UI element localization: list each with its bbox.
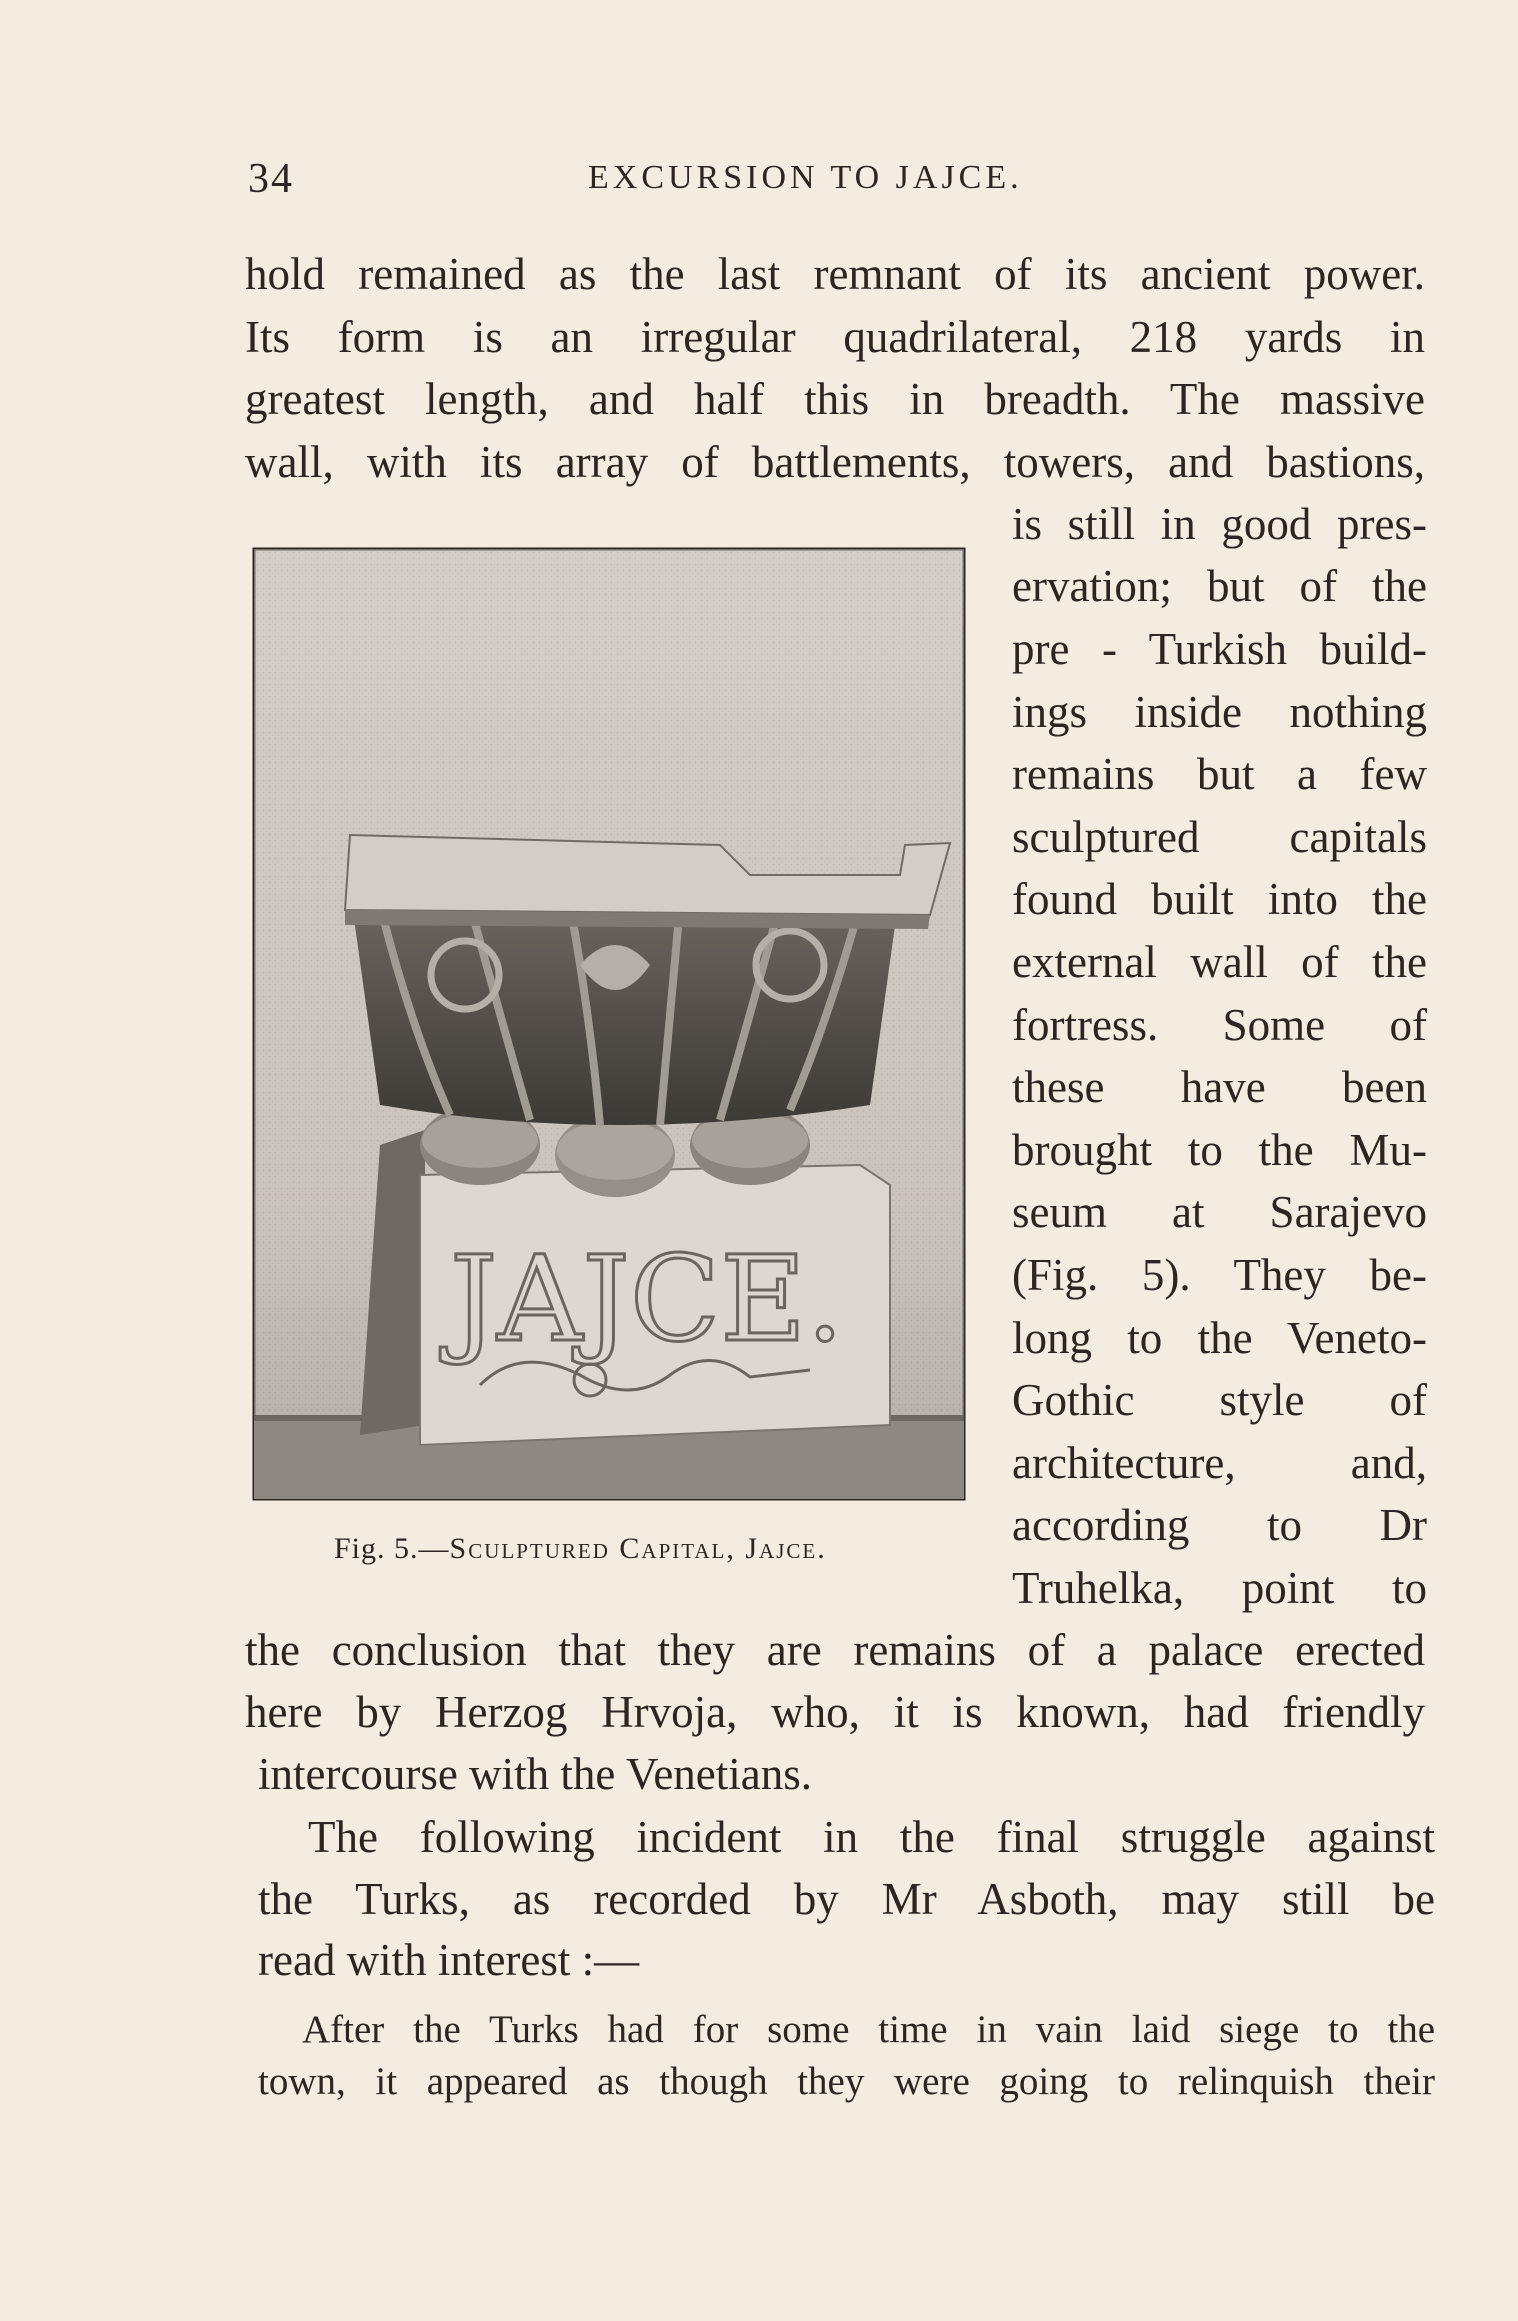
page-header [248,155,1428,205]
text-line: (Fig. 5). They be- [1012,1250,1427,1300]
text-line: hold remained as the last remnant of its ancient power. [245,249,1425,299]
paragraph-start-line: The following incident in the final struggle against [308,1812,1435,1862]
text-line: the Turks, as recorded by Mr Asboth, may still be [258,1874,1435,1924]
text-line: according to Dr [1012,1500,1427,1550]
text-line: Truhelka, point to [1012,1563,1427,1613]
figure-sculptured-capital [250,545,968,1505]
figure-caption [334,1532,827,1566]
text-line: brought to the Mu- [1012,1125,1427,1175]
text-line: ings inside nothing [1012,687,1427,737]
quote-line: town, it appeared as though they were going to relinquish their [258,2060,1435,2103]
text-line: is still in good pres- [1012,499,1427,549]
text-line: the conclusion that they are remains of a palace erected [245,1625,1425,1675]
caption-prefix: Fig. 5.— [334,1532,450,1565]
text-line: Its form is an irregular quadrilateral, 218 yards in [245,312,1425,362]
text-line: external wall of the [1012,937,1427,987]
text-line: wall, with its array of battlements, towers, and bastions, [245,437,1425,487]
text-line: architecture, and, [1012,1438,1427,1488]
page-number: 34 [248,156,294,202]
text-line: pre - Turkish build- [1012,624,1427,674]
text-line: intercourse with the Venetians. [258,1749,813,1799]
text-line: long to the Veneto- [1012,1313,1427,1363]
text-line: sculptured capitals [1012,812,1427,862]
running-head: EXCURSION TO JAJCE. [588,159,1023,196]
quote-line: After the Turks had for some time in vain laid siege to the [302,2008,1435,2051]
inscription-text: JAJCE. [450,1230,844,1368]
text-line: read with interest :— [258,1935,640,1985]
text-line: seum at Sarajevo [1012,1187,1427,1237]
text-line: greatest length, and half this in breadth. The massive [245,374,1425,424]
text-line: fortress. Some of [1012,1000,1427,1050]
text-line: Gothic style of [1012,1375,1427,1425]
text-line: here by Herzog Hrvoja, who, it is known, had friendly [245,1687,1425,1737]
caption-title: Sculptured Capital, Jajce. [449,1532,827,1565]
text-line: these have been [1012,1062,1427,1112]
text-line: remains but a few [1012,749,1427,799]
text-line: ervation; but of the [1012,561,1427,611]
text-line: found built into the [1012,874,1427,924]
capital-illustration [250,545,968,1505]
